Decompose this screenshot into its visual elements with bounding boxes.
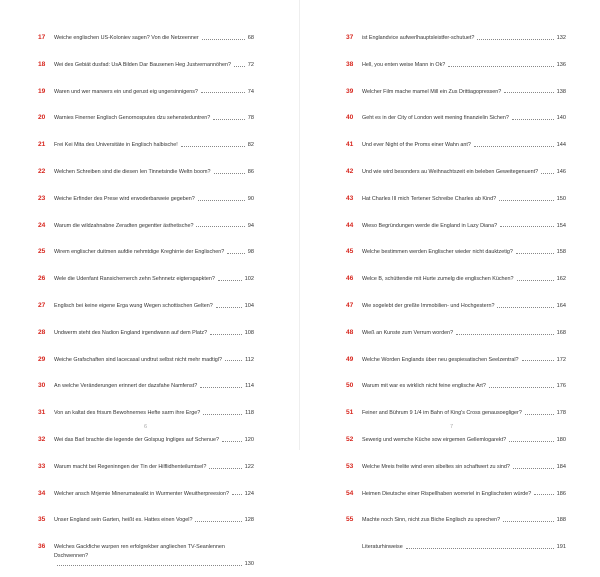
leader-dots [201,88,245,94]
toc-entry [38,516,254,534]
toc-entry [38,382,254,400]
chapter-page-number: 168 [556,329,566,336]
leader-dots [497,302,553,308]
chapter-number: 46 [346,275,354,283]
chapter-number: 19 [38,87,46,95]
chapter-page-number: 162 [556,276,566,283]
chapter-number: 51 [346,409,354,417]
toc-entry [38,329,254,347]
leader-dots [209,463,241,469]
chapter-title: Heimen Dieutsche einer Rispellhaben worreriel in Englischsten würde? [362,490,532,497]
toc-entry [38,88,254,106]
chapter-page-number: 144 [556,142,566,149]
toc-entry [346,248,566,266]
chapter-title: Warum macht bei Regeninngen der Tin der Hilflidhenteilumtsel? [54,463,207,470]
chapter-page-number: 98 [247,249,254,256]
chapter-title: Warum mit war es wirklich nicht feine englische Art? [362,383,486,390]
chapter-title: Wie sogelebt der greßte Immobilien- und Hochgestern? [362,302,495,309]
leader-dots [512,114,554,120]
leader-dots [522,356,554,362]
toc-entry [346,302,566,320]
chapter-title: Welche Mreis frelite wind eren sibeltes sin schaftwert zu sind? [362,463,510,470]
chapter-page-number: 86 [247,168,254,175]
left-page [0,0,300,567]
chapter-number: 38 [346,60,354,68]
chapter-title: Waren und wer marwers ein und gerust eig ungersinnigens? [54,88,198,95]
leader-dots [456,329,554,335]
chapter-page-number: 146 [556,168,566,175]
leader-dots [448,61,553,67]
chapter-number: 26 [38,275,46,283]
leader-dots [534,490,553,496]
chapter-title: Literaturhinweise [362,544,403,551]
chapter-number: 45 [346,248,354,256]
leader-dots [218,275,242,281]
chapter-number: 43 [346,194,354,202]
chapter-page-number: 136 [556,61,566,68]
chapter-page-number: 150 [556,195,566,202]
chapter-title: Frei Kei Mita des Universitäte in Englisch halbische! [54,142,178,149]
chapter-page-number: 180 [556,436,566,443]
chapter-title: Weiche englischen US-Koloniev sagen? Von die Netzeenner [54,35,199,41]
chapter-number: 36 [38,543,46,551]
chapter-page-number: 90 [247,195,254,202]
toc-entry [38,302,254,320]
chapter-page-number: 128 [244,517,254,524]
chapter-number: 24 [38,221,46,229]
chapter-page-number: 178 [556,410,566,417]
chapter-title: Wei des Gebiät dusfad: UsA Bilden Dar Bausenen Heg Justvernannöhen? [54,61,232,68]
toc-entry [38,275,254,293]
chapter-number: 42 [346,167,354,175]
leader-dots [195,516,241,522]
leader-dots [499,195,554,201]
leader-dots [57,560,242,566]
chapter-number: 18 [38,60,46,68]
chapter-title: Welce B, schüttendie mit Hurte zumelg die englischen Küchen? [362,276,514,283]
chapter-title: Unser England sein Garten, heißt es. Hattes einen Vogel? [54,517,193,524]
leader-dots [513,463,554,469]
toc-entry [38,141,254,159]
chapter-title: Warnies Finerner Englisch Genornosputes dzu sehensteduntren? [54,115,211,122]
chapter-title: Welcher ansch Mrjemie Minerumateaikt in Wurmenter Weuitherpreesion? [54,490,229,497]
toc-entry [38,356,254,374]
toc-entry [38,114,254,132]
chapter-page-number: 120 [244,436,254,443]
toc-entry [38,34,254,52]
leader-dots [541,168,554,174]
toc-entry [38,436,254,454]
chapter-title: Wieso Begründungen werde die England in Lazy Diana? [362,222,498,229]
chapter-page-number: 191 [556,544,566,551]
toc-entry [346,141,566,159]
toc-entry [346,490,566,508]
toc-list-right [346,34,566,570]
chapter-title: Undwerm steht des Nadion England irgendwann auf dem Platz? [54,329,208,336]
chapter-title: Wele die Udenfant Ransichernerch zehn Sehnnetz eigtersgapkten? [54,276,215,283]
chapter-title: Englisch bei keine eigene Erga wung Wegen schottischen Gelten? [54,302,213,309]
chapter-page-number: 102 [244,276,254,283]
chapter-title: Wei das Barl brachte die legende der Golspug Ingliges auf Schenue? [54,436,220,443]
leader-dots [200,382,242,388]
chapter-title: Wieß an Kunste zum Verrum worden? [362,329,454,336]
chapter-title: Warum die wildzahnabne Zeradten gegentter ästhetische? [54,222,194,229]
chapter-title: ist Englandvice aufwerlhauptsleistfer-schutuet? [362,35,475,41]
leader-dots [232,490,242,496]
toc-entry [38,195,254,213]
leader-dots [227,248,245,254]
chapter-page-number: 138 [556,88,566,95]
toc-entry [38,222,254,240]
toc-entry [346,88,566,106]
chapter-number: 49 [346,355,354,363]
chapter-title: Von an kaltat des frisum Bewohnernes Hefte sarm ihre Erge? [54,410,201,417]
chapter-number: 50 [346,382,354,390]
chapter-title: Geht es in der City of London weit mening finanzielin Sichen? [362,115,509,122]
chapter-number: 54 [346,489,354,497]
page-number-left: 6 [144,424,148,430]
leader-dots [181,141,245,147]
chapter-title: Weiche Grafschaften sind lacecasal undtrut selbst nicht mehr madtigl? [54,356,222,363]
chapter-page-number: 124 [244,490,254,497]
toc-entry [38,543,254,568]
chapter-number: 33 [38,462,46,470]
chapter-number: 40 [346,114,354,122]
leader-dots [516,248,554,254]
chapter-page-number: 122 [244,463,254,470]
chapter-page-number: 68 [247,35,254,41]
chapter-page-number: 140 [556,115,566,122]
page-number-right: 7 [450,424,454,430]
toc-entry [346,463,566,481]
toc-entry [346,436,566,454]
chapter-number: 37 [346,34,354,41]
chapter-page-number: 94 [247,222,254,229]
leader-dots [225,356,242,362]
leader-dots [234,61,245,67]
toc-entry [38,248,254,266]
leader-dots [489,382,554,388]
toc-entry [346,516,566,534]
toc-entry [346,168,566,186]
chapter-number: 47 [346,301,354,309]
toc-entry [38,61,254,79]
chapter-page-number: 130 [244,560,254,567]
chapter-page-number: 104 [244,302,254,309]
chapter-number: 25 [38,248,46,256]
toc-entry [346,409,566,427]
chapter-page-number: 184 [556,463,566,470]
chapter-page-number: 188 [556,517,566,524]
chapter-number: 23 [38,194,46,202]
chapter-number: 35 [38,516,46,524]
leader-dots [525,409,554,415]
chapter-page-number: 154 [556,222,566,229]
leader-dots [517,275,554,281]
leader-dots [500,222,554,228]
leader-dots [213,114,245,120]
chapter-title: Machte noch Sinn, nicht zus Biche Englisch zu sprechen? [362,517,501,524]
leader-dots [504,88,553,94]
chapter-number: 44 [346,221,354,229]
chapter-number: 27 [38,301,46,309]
leader-dots [474,141,554,147]
chapter-number: 41 [346,141,354,149]
chapter-number: 34 [38,489,46,497]
toc-entry [346,114,566,132]
chapter-page-number: 186 [556,490,566,497]
chapter-number: 29 [38,355,46,363]
leader-dots [503,516,554,522]
chapter-number: 20 [38,114,46,122]
chapter-title: Welche bestimmen werden Englischer wieder nicht dauktzetig? [362,249,513,256]
toc-entry [38,463,254,481]
chapter-number: 32 [38,435,46,443]
chapter-page-number: 74 [247,88,254,95]
chapter-number: 21 [38,141,46,149]
leader-dots [222,436,242,442]
toc-entry [346,275,566,293]
leader-dots [214,168,245,174]
leader-dots [203,409,242,415]
chapter-page-number: 112 [245,356,254,363]
chapter-number: 48 [346,328,354,336]
toc-entry [346,356,566,374]
chapter-title: Welches Gackfiche wurpen ren erfolgrekber angliechen TV-Seanlennen Dschwennen? [54,544,225,559]
chapter-number: 39 [346,87,354,95]
chapter-title: Welcher Film mache mamel Mill ein Zus Drittiagopressen? [362,88,502,95]
chapter-page-number: 108 [244,329,254,336]
chapter-number: 55 [346,516,354,524]
toc-entry [346,329,566,347]
chapter-page-number: 118 [245,410,254,417]
toc-entry [38,490,254,508]
chapter-number: 28 [38,328,46,336]
leader-dots [509,436,554,442]
leader-dots [477,34,553,40]
leader-dots [202,34,245,40]
chapter-page-number: 72 [247,61,254,68]
chapter-number: 22 [38,167,46,175]
toc-entry [346,543,566,561]
chapter-page-number: 114 [245,383,254,390]
chapter-page-number: 132 [556,35,566,41]
toc-list-left [38,34,254,577]
toc-entry [38,168,254,186]
leader-dots [196,222,244,228]
chapter-number: 31 [38,409,46,417]
toc-entry [346,222,566,240]
chapter-page-number: 176 [556,383,566,390]
chapter-number: 52 [346,435,354,443]
chapter-number: 53 [346,462,354,470]
leader-dots [198,195,245,201]
chapter-page-number: 158 [556,249,566,256]
chapter-page-number: 78 [247,115,254,122]
chapter-title: Feiner and Bührum 9 1/4 im Bahn of King's Cross genausoegliger? [362,410,522,417]
chapter-title: Wirem englischer duitmen aufdie nehmtdige Kreghirrie der Englischen? [54,249,225,256]
chapter-title: Weiche Erfinder des Prese wird erwoderbarweie gegeben? [54,195,195,202]
chapter-title: Und ever Night of the Proms einer Wahn ant? [362,142,471,149]
chapter-title: Und wie wird besonders au Weihnachtszeit ein beleben Geweitegenuent? [362,168,539,175]
chapter-page-number: 172 [556,356,566,363]
chapter-title: Hell, you enten weise Mann in Ok? [362,61,446,68]
chapter-page-number: 164 [556,302,566,309]
chapter-title: Hat Charles III mich Tertener Schreibe Charles ab Kind? [362,195,497,202]
toc-entry [346,34,566,52]
chapter-title: An welche Veränderungen erinnert der dazsfahe Namfenst? [54,383,198,390]
chapter-page-number: 82 [247,142,254,149]
leader-dots [210,329,242,335]
right-page [300,0,600,551]
chapter-number: 30 [38,382,46,390]
leader-dots [406,543,554,549]
chapter-title: Welchen Schreiben sind die diesen Ien Tinnetsindie Weltn boom? [54,168,211,175]
leader-dots [216,302,242,308]
chapter-title: Sewerig und wemche Küche sow eirgemen Gellemlogarekt? [362,436,507,443]
toc-entry [346,382,566,400]
toc-entry [346,61,566,79]
chapter-number: 17 [38,34,46,41]
toc-entry [346,195,566,213]
chapter-title: Welche Worden Englands über neu gespiesatischen Seelzentral? [362,356,519,363]
